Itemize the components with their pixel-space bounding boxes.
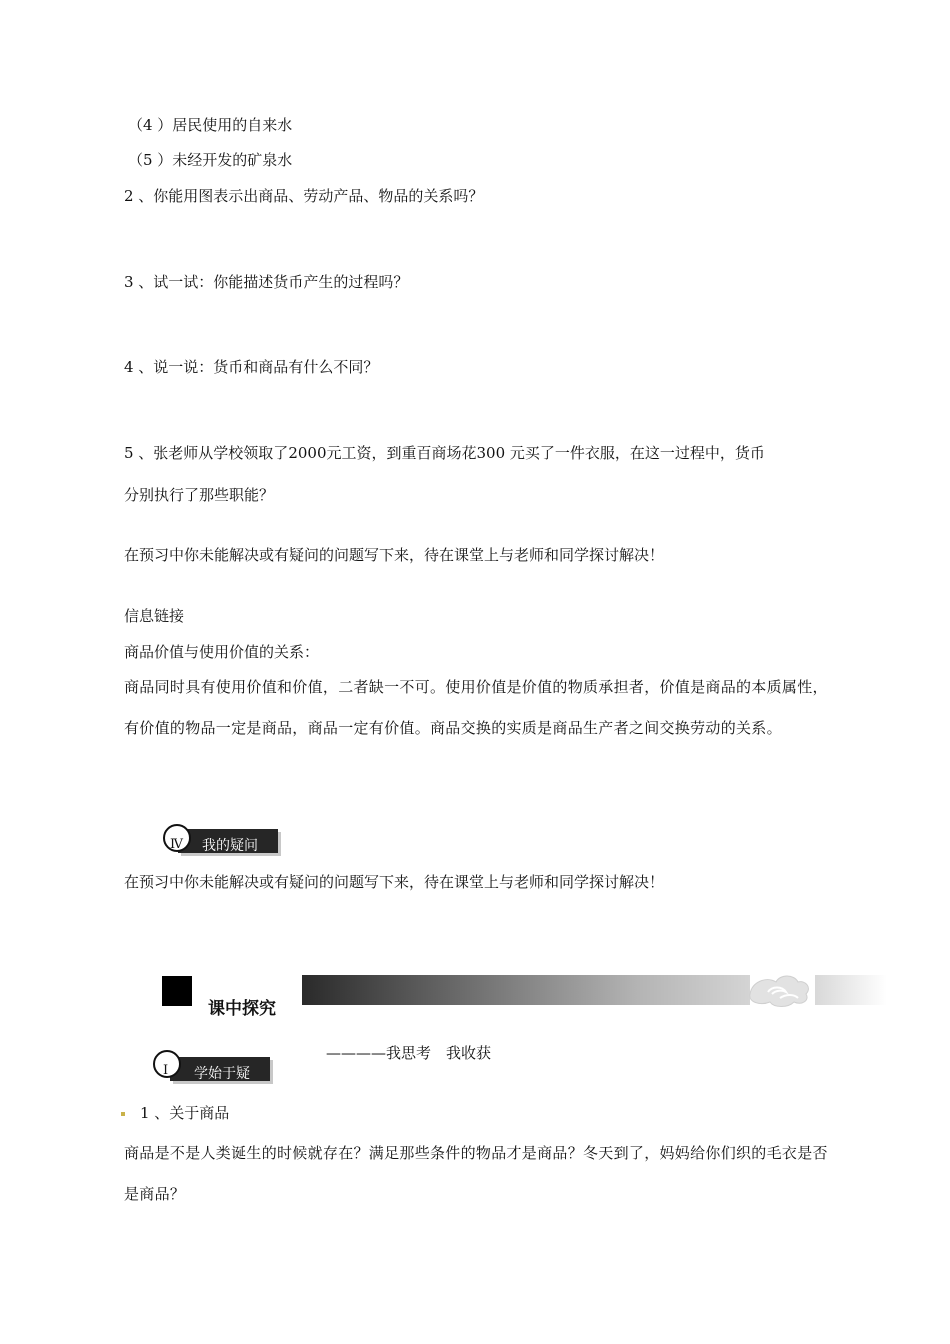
section-gradient-tail bbox=[815, 975, 887, 1005]
info-body: 商品同时具有使用价值和价值，二者缺一不可。使用价值是价值的物质承担者，价值是商品的本质属性，有价值的物品一定是商品，商品一定有价值。商品交换的实质是商品生产者之间交换劳动的关系。 bbox=[124, 678, 828, 737]
question-3: 3 、试一试：你能描述货币产生的过程吗？ bbox=[124, 273, 409, 291]
info-heading: 信息链接 bbox=[124, 607, 185, 625]
inclass-item-1: 1 、关于商品 bbox=[140, 1104, 230, 1122]
after-badge-note: 在预习中你未能解决或有疑问的问题写下来，待在课堂上与老师和同学探讨解决！ bbox=[124, 873, 665, 891]
badge-label: 学始于疑 bbox=[170, 1057, 270, 1081]
section-title: 课中探究 bbox=[208, 999, 276, 1019]
bullet-dot-icon bbox=[121, 1112, 125, 1116]
roman-numeral-badge-icon: I bbox=[153, 1050, 181, 1078]
inclass-item-1-body: 商品是不是人类诞生的时候就存在？满足那些条件的物品才是商品？冬天到了，妈妈给你们织的毛衣是否是商品？ bbox=[124, 1144, 828, 1203]
question-5-line-1: 5 、张老师从学校领取了2000元工资，到重百商场花300 元买了一件衣服，在这一过程中，货币 bbox=[124, 444, 765, 462]
section-marker-square bbox=[162, 976, 192, 1006]
section-gradient-bar bbox=[302, 975, 750, 1005]
roman-numeral-badge-icon: Ⅳ bbox=[163, 824, 191, 852]
cloud-ornament-icon bbox=[746, 970, 812, 1010]
list-item-4: （4 ）居民使用的自来水 bbox=[128, 116, 293, 134]
question-2: 2 、你能用图表示出商品、劳动产品、物品的关系吗？ bbox=[124, 187, 484, 205]
preview-note: 在预习中你未能解决或有疑问的问题写下来，待在课堂上与老师和同学探讨解决！ bbox=[124, 546, 665, 564]
section-subtitle: ————我思考 我收获 bbox=[326, 1044, 492, 1062]
badge-label: 我的疑问 bbox=[178, 829, 278, 853]
question-5-line-2: 分别执行了那些职能？ bbox=[124, 486, 275, 504]
list-item-5: （5 ）未经开发的矿泉水 bbox=[128, 151, 293, 169]
info-subheading: 商品价值与使用价值的关系： bbox=[124, 643, 320, 661]
question-4: 4 、说一说：货币和商品有什么不同？ bbox=[124, 358, 379, 376]
